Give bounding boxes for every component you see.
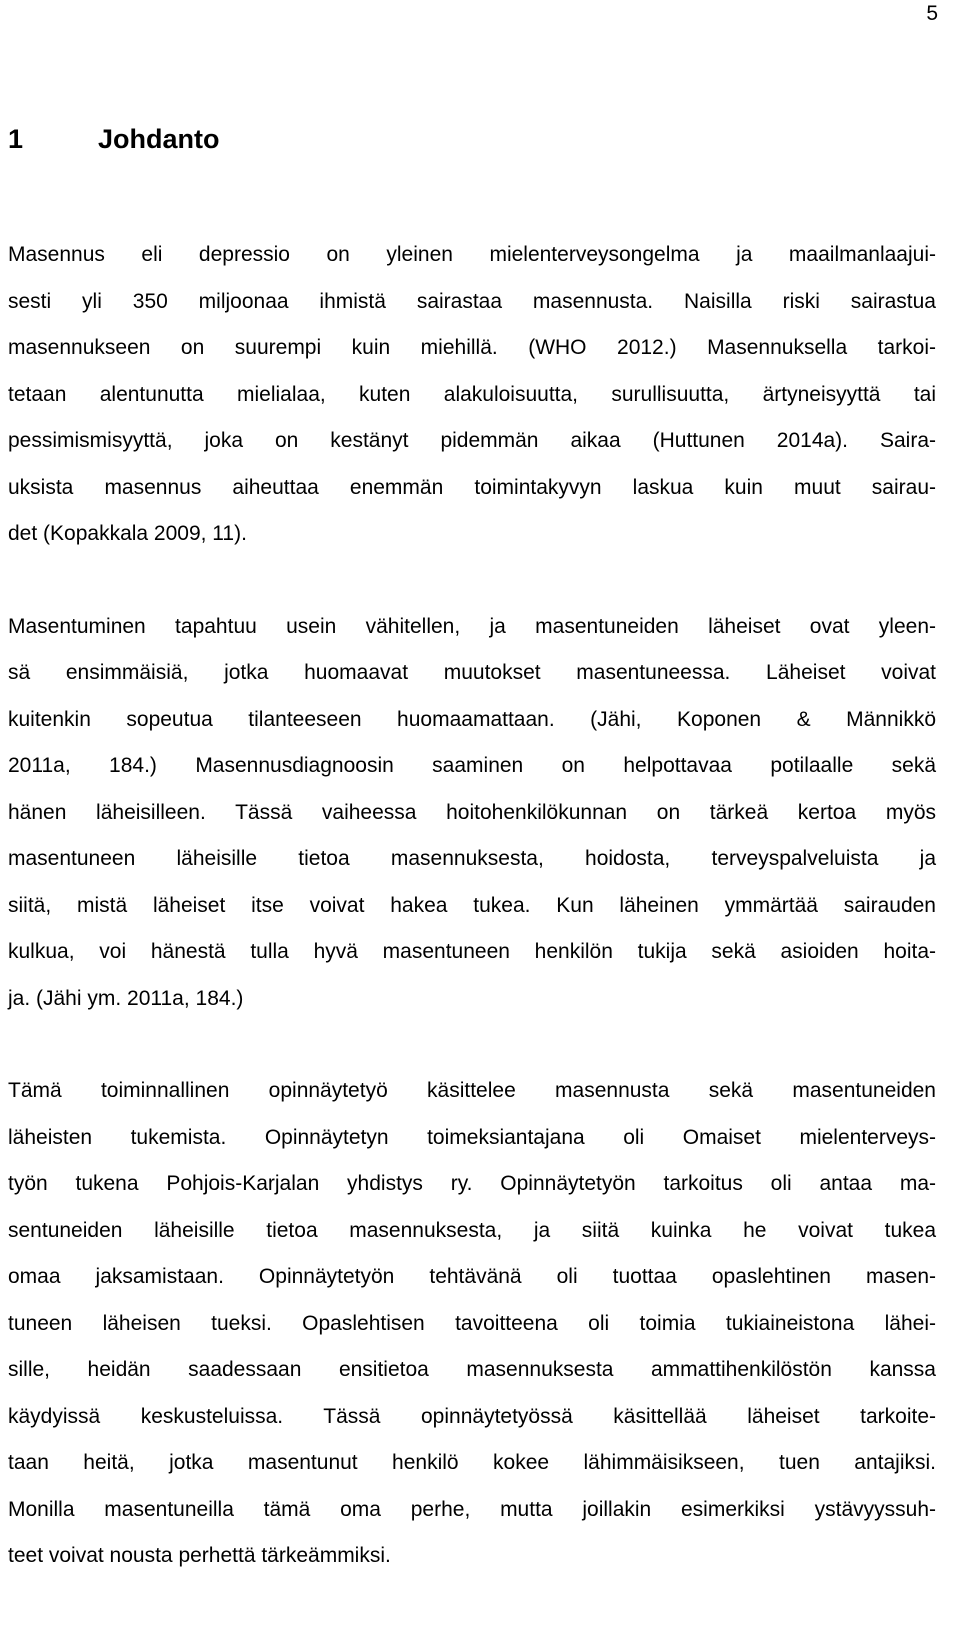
text-line: kulkua, voi hänestä tulla hyvä masentuneen henkilön tukija sekä asioiden hoita- [8, 940, 936, 963]
page-number: 5 [926, 2, 938, 25]
text-line: pessimismisyyttä, joka on kestänyt pidemmän aikaa (Huttunen 2014a). Saira- [8, 429, 936, 452]
text-line: tetaan alentunutta mielialaa, kuten alakuloisuutta, surullisuutta, ärtyneisyyttä tai [8, 382, 936, 406]
text-line: masentuneen läheisille tietoa masennuksesta, hoidosta, terveyspalveluista ja [8, 847, 936, 870]
text-line: omaa jaksamistaan. Opinnäytetyön tehtävänä oli tuottaa opaslehtinen masen- [8, 1265, 936, 1288]
text-line: det (Kopakkala 2009, 11). [8, 522, 247, 545]
text-line: masennukseen on suurempi kuin miehillä. (WHO 2012.) Masennuksella tarkoi- [8, 336, 936, 359]
text-line: käydyissä keskusteluissa. Tässä opinnäytetyössä käsittellää läheiset tarkoite- [8, 1404, 936, 1428]
text-line: 2011a, 184.) Masennusdiagnoosin saaminen on helpottavaa potilaalle sekä [8, 754, 936, 777]
text-line: sille, heidän saadessaan ensitietoa masennuksesta ammattihenkilöstön kanssa [8, 1358, 936, 1381]
body-text [8, 232, 936, 1626]
text-line: taan heitä, jotka masentunut henkilö kokee lähimmäisikseen, tuen antajiksi. [8, 1451, 936, 1474]
chapter-title: Johdanto [98, 124, 220, 154]
text-line: siitä, mistä läheiset itse voivat hakea tukea. Kun läheinen ymmärtää sairauden [8, 893, 936, 917]
text-line: läheisten tukemista. Opinnäytetyn toimeksiantajana oli Omaiset mielenterveys- [8, 1125, 936, 1149]
text-line: Tämä toiminnallinen opinnäytetyö käsittelee masennusta sekä masentuneiden [8, 1079, 936, 1102]
text-line: Monilla masentuneilla tämä oma perhe, mutta joillakin esimerkiksi ystävyyssuh- [8, 1497, 936, 1521]
text-line: teet voivat nousta perhettä tärkeämmiksi. [8, 1544, 391, 1567]
text-line: Masennus eli depressio on yleinen mielenterveysongelma ja maailmanlaajui- [8, 243, 936, 266]
text-line: sesti yli 350 miljoonaa ihmistä sairastaa masennusta. Naisilla riski sairastua [8, 289, 936, 313]
text-line: sä ensimmäisiä, jotka huomaavat muutokset masentuneessa. Läheiset voivat [8, 661, 936, 684]
text-line: työn tukena Pohjois-Karjalan yhdistys ry. Opinnäytetyön tarkoitus oli antaa ma- [8, 1172, 936, 1195]
chapter-number: 1 [8, 124, 24, 154]
text-line: uksista masennus aiheuttaa enemmän toimintakyvyn laskua kuin muut sairau- [8, 475, 936, 499]
text-line: hänen läheisilleen. Tässä vaiheessa hoitohenkilökunnan on tärkeä kertoa myös [8, 800, 936, 824]
text-line: tuneen läheisen tueksi. Opaslehtisen tavoitteena oli toimia tukiaineistona lähei- [8, 1311, 936, 1335]
paragraph-3 [8, 1068, 936, 1580]
text-line: Masentuminen tapahtuu usein vähitellen, ja masentuneiden läheiset ovat yleen- [8, 614, 936, 638]
text-line: ja. (Jähi ym. 2011a, 184.) [8, 986, 244, 1010]
chapter-heading [8, 122, 220, 156]
paragraph-2 [8, 604, 936, 1023]
text-line: kuitenkin sopeutua tilanteeseen huomaamattaan. (Jähi, Koponen & Männikkö [8, 707, 936, 731]
paragraph-1 [8, 232, 936, 558]
text-line: sentuneiden läheisille tietoa masennuksesta, ja siitä kuinka he voivat tukea [8, 1218, 936, 1242]
